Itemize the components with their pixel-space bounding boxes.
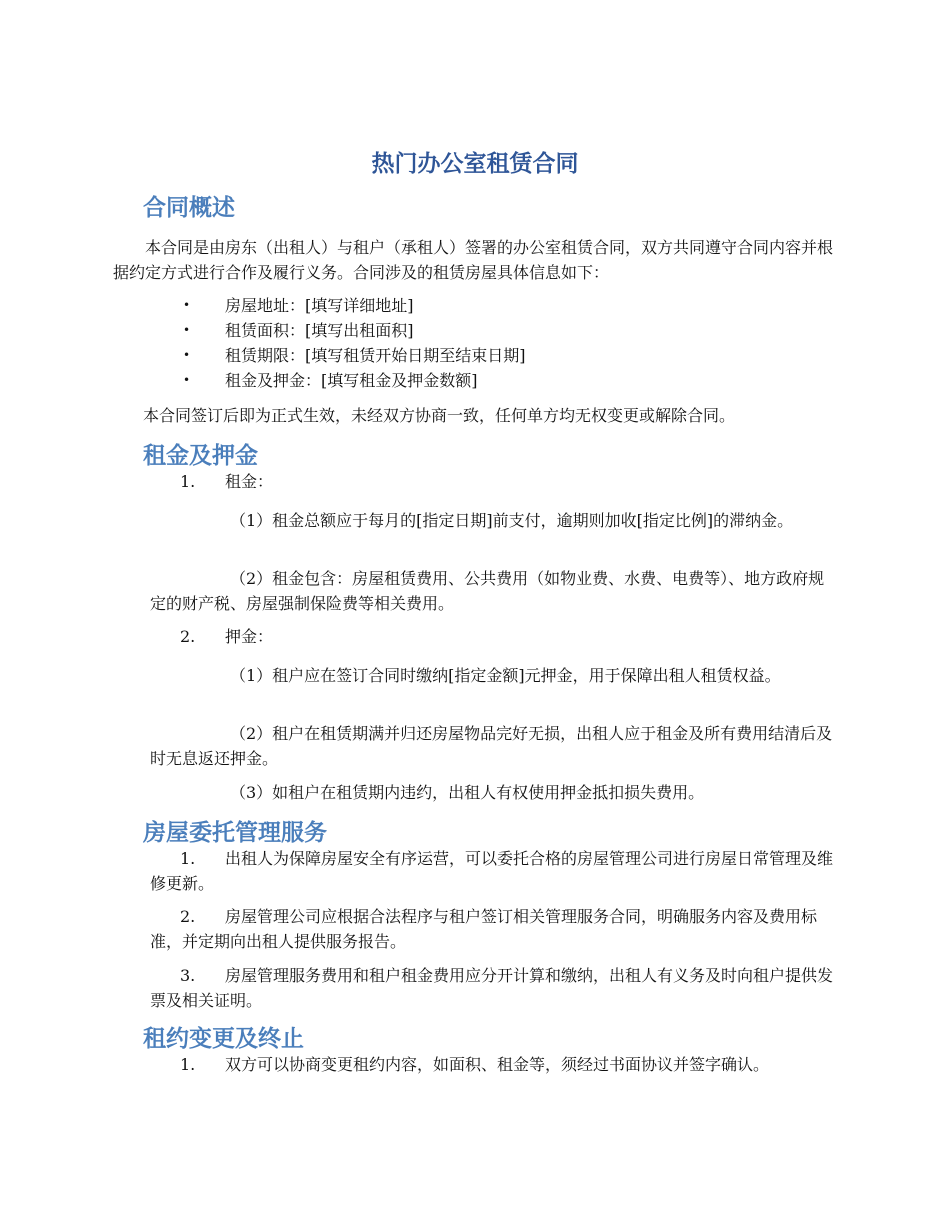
bullet-icon: •	[183, 348, 191, 362]
section-heading-rent-deposit: 租金及押金	[143, 443, 258, 469]
list-item-text: 租赁期限：[填写租赁开始日期至结束日期]	[225, 346, 526, 365]
document-title: 热门办公室租赁合同	[371, 151, 579, 177]
section-heading-overview: 合同概述	[143, 195, 235, 221]
list-item	[0, 343, 950, 368]
list-item	[0, 368, 950, 393]
sub-clause: （3）如租户在租赁期内违约，出租人有权使用押金抵扣损失费用。	[230, 783, 705, 802]
bullet-icon: •	[183, 298, 191, 312]
item-number: 1.	[180, 849, 196, 868]
numbered-item	[0, 469, 950, 494]
item-text: 出租人为保障房屋安全有序运营，可以委托合格的房屋管理公司进行房屋日常管理及维修更新。	[150, 849, 834, 893]
list-item	[0, 293, 950, 318]
sub-clause: （2）租户在租赁期满并归还房屋物品完好无损，出租人应于租金及所有费用结清后及时无息返还押金。	[150, 724, 833, 768]
item-label: 押金：	[225, 627, 274, 646]
sub-clause: （1）租户应在签订合同时缴纳[指定金额]元押金，用于保障出租人租赁权益。	[230, 666, 781, 685]
list-item	[0, 318, 950, 343]
numbered-paragraph	[150, 1052, 830, 1077]
list-item-text: 租赁面积：[填写出租面积]	[225, 321, 414, 340]
item-number: 1.	[180, 472, 196, 491]
list-item-text: 房屋地址：[填写详细地址]	[225, 296, 414, 315]
item-number: 1.	[180, 1055, 196, 1074]
item-text: 房屋管理服务费用和租户租金费用应分开计算和缴纳，出租人有义务及时向租户提供发票及相关证明。	[150, 966, 834, 1010]
section-heading-management: 房屋委托管理服务	[143, 820, 327, 846]
section-heading-changes-termination: 租约变更及终止	[143, 1026, 304, 1052]
bullet-icon: •	[183, 373, 191, 387]
numbered-paragraph	[150, 846, 840, 896]
numbered-item	[0, 624, 950, 649]
item-text: 房屋管理公司应根据合法程序与租户签订相关管理服务合同，明确服务内容及费用标准，并定期向出租人提供服务报告。	[150, 907, 818, 951]
item-number: 2.	[180, 907, 196, 926]
numbered-paragraph	[150, 904, 840, 954]
item-text: 双方可以协商变更租约内容，如面积、租金等，须经过书面协议并签字确认。	[225, 1055, 770, 1074]
item-label: 租金：	[225, 472, 274, 491]
sub-clause: （2）租金包含：房屋租赁费用、公共费用（如物业费、水费、电费等）、地方政府规定的财产税、房屋强制保险费等相关费用。	[150, 569, 825, 613]
bullet-icon: •	[183, 323, 191, 337]
item-number: 2.	[180, 627, 196, 646]
overview-intro-paragraph: 本合同是由房东（出租人）与租户（承租人）签署的办公室租赁合同，双方共同遵守合同内容并根据约定方式进行合作及履行义务。合同涉及的租赁房屋具体信息如下：	[113, 238, 834, 282]
list-item-text: 租金及押金：[填写租金及押金数额]	[225, 371, 478, 390]
numbered-paragraph	[150, 963, 840, 1013]
item-number: 3.	[180, 966, 196, 985]
sub-clause: （1）租金总额应于每月的[指定日期]前支付，逾期则加收[指定比例]的滞纳金。	[230, 511, 794, 530]
overview-closing-paragraph: 本合同签订后即为正式生效，未经双方协商一致，任何单方均无权变更或解除合同。	[143, 406, 736, 425]
